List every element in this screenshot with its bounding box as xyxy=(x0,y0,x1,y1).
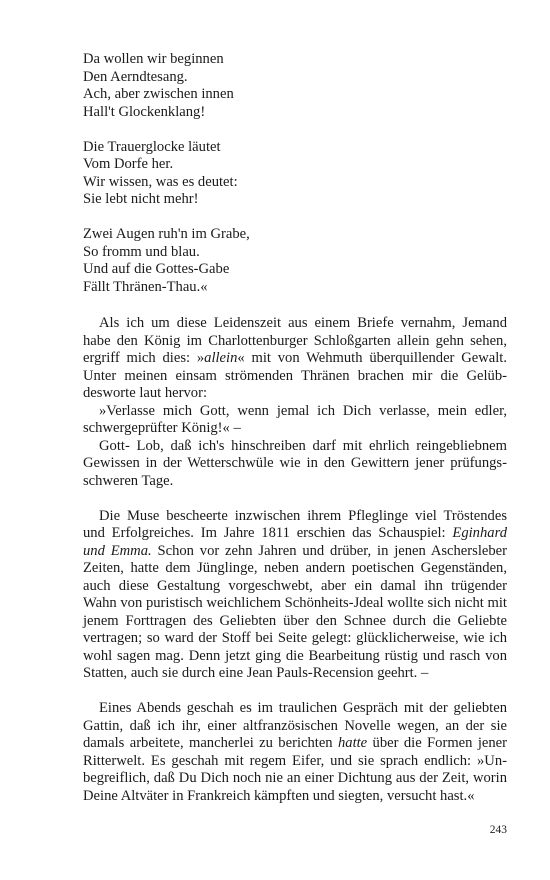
paragraph-text: Schon vor zehn Jahren und drüber, in jenen Aschersleber Zeiten, hatte dem Jünglinge, neben andern poetischen Gegenständen, auch diese Gestaltung vorgeschwebt, aber ein damal ihn trügender Wahn von puristisch weichlichem Schönheits-Jdeal wollte sich nicht mit jenem Forttragen des Geliebten über den Schnee durch die Geliebte vertragen; so ward der Stoff bei Seite gelegt: glücklicherweise, wie ich wohl sagen mag. Denn jetzt ging die Bearbeitung rüstig und rasch von Statten, auch sie durch eine Jean Pauls-Recension geehrt. – xyxy=(83,542,507,681)
paragraph-text: Als ich um diese Leidenszeit aus einem Briefe vernahm, Jemand habe den König im Charlottenburger Schloßgarten allein gehn sehen, ergriff mich dies: » xyxy=(83,315,507,366)
poem-line: Fällt Thränen-Thau.« xyxy=(83,278,208,295)
poem-stanza xyxy=(83,226,507,296)
poem-stanza xyxy=(83,51,507,121)
paragraph-text: über die Formen jener Ritterwelt. Es geschah mit regem Eifer, und sie sprach endlich: »Unbegreiflich, daß Du Dich noch nie an einer Dichtung aus der Zeit, worin Deine Altväter in Frankreich kämpften und siegten, versucht hast.« xyxy=(83,735,507,804)
poem-line: Sie lebt nicht mehr! xyxy=(83,191,199,207)
paragraph xyxy=(83,508,507,683)
paragraph-text: Die Muse bescheerte inzwischen ihrem Pfleglinge viel Tröstendes und Erfolgreiches. Im Jahre 1811 erschien das Schauspiel: xyxy=(83,507,507,541)
poem-line: Vom Dorfe her. xyxy=(83,156,174,172)
poem-line: Wir wissen, was es deutet: xyxy=(83,173,238,190)
poem-line: Zwei Augen ruh'n im Grabe, xyxy=(83,226,250,242)
paragraph: »Verlasse mich Gott, wenn jemal ich Dich verlasse, mein edler, schwergeprüfter König!« – xyxy=(83,402,507,436)
poem-line: Den Aerndtesang. xyxy=(83,68,188,85)
poem-line: Die Trauerglocke läutet xyxy=(83,138,221,155)
paragraph-text: « mit von Wehmuth überquillender Gewalt. Unter meinen einsam strömenden Thränen brachen mir die Gelübdesworte laut hervor: xyxy=(83,350,507,401)
paragraph-text: Eines Abends geschah es im traulichen Gespräch mit der geliebten Gattin, daß ich ihr, einer altfranzösischen Novelle wegen, an der sie damals arbeitete, mancherlei zu berichten xyxy=(83,700,507,751)
page-body xyxy=(83,51,507,805)
poem-stanza xyxy=(83,139,507,209)
poem-line: Und auf die Gottes-Gabe xyxy=(83,261,230,277)
emphasis-text: Eginhard und Emma. xyxy=(83,525,507,559)
emphasis-text: allein xyxy=(204,350,238,366)
emphasis-text: hatte xyxy=(337,735,368,751)
poem-line: Ach, aber zwischen innen xyxy=(83,86,234,102)
paragraph xyxy=(83,315,507,403)
poem-line: Hall't Glockenklang! xyxy=(83,103,206,120)
paragraph xyxy=(83,700,507,805)
page-number: 243 xyxy=(489,824,507,836)
paragraph: Gott- Lob, daß ich's hinschreiben darf mit ehrlich reingebliebnem Gewissen in der Wetterschwüle wie in den Gewittern jener prüfungsschweren Tage. xyxy=(83,437,507,489)
poem-line: Da wollen wir beginnen xyxy=(83,51,224,67)
poem-line: So fromm und blau. xyxy=(83,243,200,260)
